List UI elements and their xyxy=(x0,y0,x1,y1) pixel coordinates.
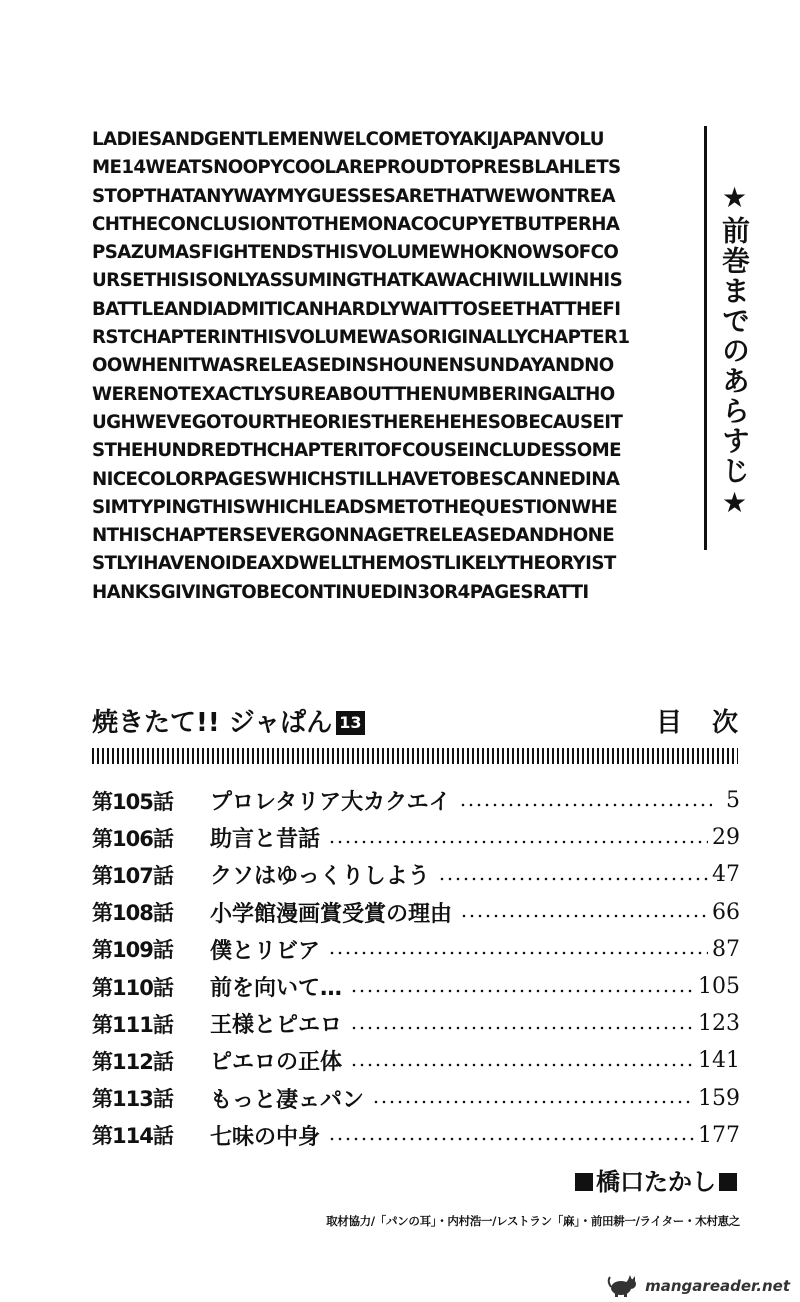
chapter-page: 141 xyxy=(698,1048,740,1074)
summary-text xyxy=(92,126,698,607)
chapter-page: 66 xyxy=(712,899,740,925)
book-title-text: 焼きたて!! ジャぱん xyxy=(92,708,333,738)
chapter-title: 助言と昔話 xyxy=(210,827,321,853)
dot-leader xyxy=(460,914,708,918)
chapter-list xyxy=(92,782,740,1154)
watermark-text: mangareader.net xyxy=(645,1277,790,1295)
chapter-number: 第113話 xyxy=(92,1087,173,1112)
watermark xyxy=(607,1274,790,1298)
dot-leader xyxy=(350,1063,694,1067)
chapter-number: 第110話 xyxy=(92,975,173,1000)
tick-divider xyxy=(92,748,738,764)
summary-divider xyxy=(704,126,707,550)
chapter-title: 小学館漫画賞受賞の理由 xyxy=(210,901,453,927)
chapter-number: 第108話 xyxy=(92,901,173,926)
chapter-number: 第109話 xyxy=(92,938,173,963)
chapter-row xyxy=(92,782,740,819)
chapter-row xyxy=(92,931,740,968)
chapter-row xyxy=(92,819,740,856)
chapter-title: 七味の中身 xyxy=(210,1124,321,1150)
chapter-title: 僕とリビア xyxy=(210,938,321,964)
dot-leader xyxy=(372,1100,694,1104)
chapter-page: 87 xyxy=(712,936,740,962)
summary-line: HANKSGIVINGTOBECONTINUEDIN3OR4PAGESRATTI xyxy=(92,581,589,603)
dot-leader xyxy=(350,989,694,993)
chapter-page: 105 xyxy=(698,974,740,1000)
dot-leader xyxy=(438,877,708,881)
chapter-title: プロレタリア大カクエイ xyxy=(210,790,451,816)
chapter-title: 王様とピエロ xyxy=(210,1013,343,1039)
dot-leader xyxy=(328,1137,694,1141)
chapter-number: 第112話 xyxy=(92,1049,173,1074)
contents-header xyxy=(92,706,768,746)
chapter-number: 第107話 xyxy=(92,863,173,888)
summary-line: NTHISCHAPTERSEVERGONNAGETRELEASEDANDHONE xyxy=(92,525,615,547)
summary-line: ME14WEATSNOOPYCOOLAREPROUDTOPRESBLAHLETS xyxy=(92,157,621,179)
chapter-row xyxy=(92,1005,740,1042)
chapter-page: 159 xyxy=(698,1085,740,1111)
volume-badge: 13 xyxy=(336,711,364,735)
chapter-row xyxy=(92,1117,740,1154)
summary-line: STOPTHATANYWAYMYGUESSESARETHATWEWONTREA xyxy=(92,185,616,207)
chapter-row xyxy=(92,894,740,931)
chapter-title: 前を向いて… xyxy=(210,976,343,1002)
chapter-page: 177 xyxy=(698,1122,740,1148)
chapter-page: 29 xyxy=(712,825,740,851)
summary-line: UGHWEVEGOTOURTHEORIESTHEREHEHESOBECAUSEIT xyxy=(92,411,623,433)
chapter-page: 47 xyxy=(712,862,740,888)
contents-label: 目次 xyxy=(655,708,768,738)
chapter-row xyxy=(92,1080,740,1117)
chapter-title: もっと凄ェパン xyxy=(210,1087,365,1113)
book-title xyxy=(92,706,365,740)
square-bullet-icon xyxy=(575,1173,593,1191)
summary-line: OOWHENITWASRELEASEDINSHOUNENSUNDAYANDNO xyxy=(92,355,614,377)
summary-line: SIMTYPINGTHISWHICHLEADSMETOTHEQUESTIONWHE xyxy=(92,496,618,518)
chapter-page: 5 xyxy=(726,788,740,814)
mascot-icon xyxy=(607,1275,641,1297)
summary-line: LADIESANDGENTLEMENWELCOMETOYAKIJAPANVOLU xyxy=(92,129,604,150)
summary-line: STLYIHAVENOIDEAXDWELLTHEMOSTLIKELYTHEORYIST xyxy=(92,553,616,575)
summary-heading: ★前巻までのあらすじ★ xyxy=(718,181,751,521)
summary-line: WERENOTEXACTLYSUREABOUTTHENUMBERINGALTHO xyxy=(92,383,615,405)
chapter-row xyxy=(92,856,740,893)
author-line xyxy=(572,1166,740,1198)
chapter-number: 第114話 xyxy=(92,1124,173,1149)
dot-leader xyxy=(328,840,708,844)
chapter-number: 第111話 xyxy=(92,1012,173,1037)
chapter-number: 第106話 xyxy=(92,826,173,851)
chapter-row xyxy=(92,1042,740,1079)
summary-line: PSAZUMASFIGHTENDSTHISVOLUMEWHOKNOWSOFCO xyxy=(92,242,619,264)
dot-leader xyxy=(459,803,712,807)
summary-line: STHEHUNDREDTHCHAPTERITOFCOUSEINCLUDESSOME xyxy=(92,440,621,462)
summary-line: NICECOLORPAGESWHICHSTILLHAVETOBESCANNEDINA xyxy=(92,468,620,490)
summary-line: CHTHECONCLUSIONTOTHEMONACOCUPYETBUTPERHA xyxy=(92,213,620,235)
square-bullet-icon xyxy=(719,1173,737,1191)
chapter-title: ピエロの正体 xyxy=(210,1050,343,1076)
chapter-page: 123 xyxy=(698,1011,740,1037)
chapter-number: 第105話 xyxy=(92,789,173,814)
summary-line: RSTCHAPTERINTHISVOLUMEWASORIGINALLYCHAPTER1 xyxy=(92,327,630,349)
summary-line: BATTLEANDIADMITICANHARDLYWAITTOSEETHATTHEFI xyxy=(92,298,621,320)
summary-line: URSETHISISONLYASSUMINGTHATKAWACHIWILLWINHIS xyxy=(92,270,623,292)
chapter-title: クソはゆっくりしよう xyxy=(210,864,430,890)
credits-line: 取材協力/「パンの耳」・内村浩一/レストラン「麻」・前田耕一/ライター・木村恵之 xyxy=(326,1214,740,1228)
chapter-row xyxy=(92,968,740,1005)
author-name: 橋口たかし xyxy=(596,1168,716,1196)
dot-leader xyxy=(350,1026,694,1030)
dot-leader xyxy=(328,951,708,955)
